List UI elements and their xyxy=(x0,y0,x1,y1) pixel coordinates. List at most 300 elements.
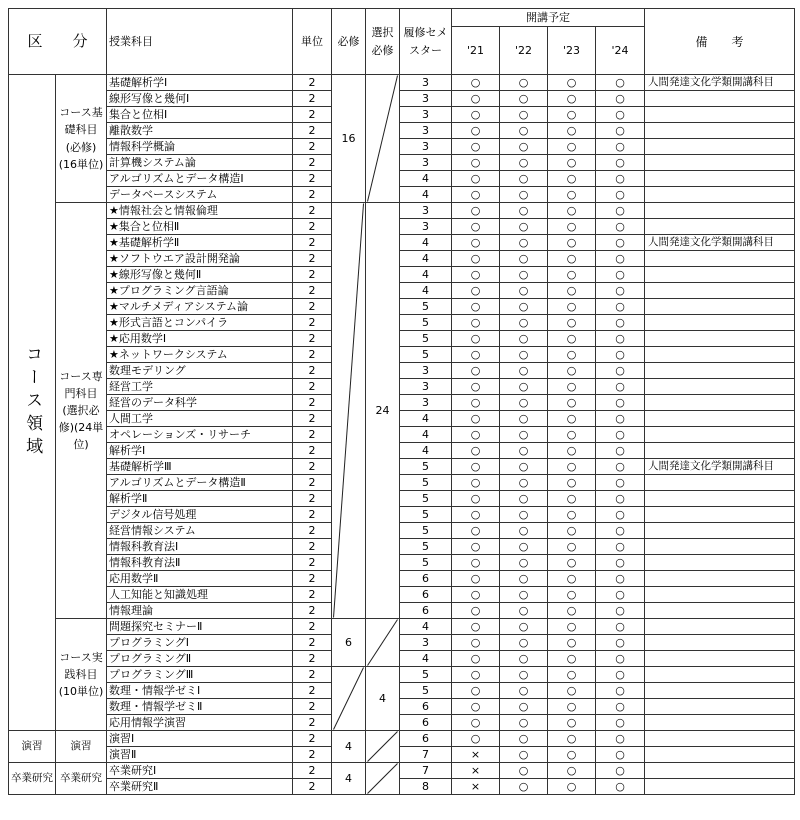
subject-name: 応用数学Ⅱ xyxy=(107,571,293,587)
note-text xyxy=(645,379,795,395)
schedule-mark-24: ○ xyxy=(596,523,645,539)
subject-name: 数理モデリング xyxy=(107,363,293,379)
schedule-mark-24: ○ xyxy=(596,123,645,139)
semester-value: 3 xyxy=(400,123,452,139)
schedule-mark-21: ○ xyxy=(452,331,500,347)
subject-name: 経営のデータ科学 xyxy=(107,395,293,411)
schedule-mark-24: ○ xyxy=(596,683,645,699)
unit-value: 2 xyxy=(293,683,332,699)
schedule-mark-22: ○ xyxy=(500,251,548,267)
unit-value: 2 xyxy=(293,603,332,619)
unit-value: 2 xyxy=(293,139,332,155)
schedule-mark-21: ○ xyxy=(452,475,500,491)
header-elective-required: 選択必修 xyxy=(366,9,400,75)
schedule-mark-21: × xyxy=(452,779,500,795)
schedule-mark-22: ○ xyxy=(500,475,548,491)
semester-value: 6 xyxy=(400,587,452,603)
schedule-mark-24: ○ xyxy=(596,635,645,651)
schedule-mark-23: ○ xyxy=(548,203,596,219)
subject-name: ★ネットワークシステム xyxy=(107,347,293,363)
note-text xyxy=(645,507,795,523)
schedule-mark-24: ○ xyxy=(596,155,645,171)
schedule-mark-23: ○ xyxy=(548,395,596,411)
table-row xyxy=(9,475,795,491)
schedule-mark-24: ○ xyxy=(596,299,645,315)
table-row xyxy=(9,139,795,155)
schedule-mark-24: ○ xyxy=(596,699,645,715)
note-text xyxy=(645,763,795,779)
schedule-mark-24: ○ xyxy=(596,235,645,251)
schedule-mark-22: ○ xyxy=(500,539,548,555)
schedule-mark-23: ○ xyxy=(548,187,596,203)
schedule-mark-23: ○ xyxy=(548,491,596,507)
table-row xyxy=(9,363,795,379)
unit-value: 2 xyxy=(293,107,332,123)
table-row xyxy=(9,523,795,539)
note-text xyxy=(645,219,795,235)
note-text xyxy=(645,667,795,683)
header-year-23: '23 xyxy=(548,27,596,75)
note-text xyxy=(645,603,795,619)
unit-value: 2 xyxy=(293,123,332,139)
schedule-mark-23: ○ xyxy=(548,219,596,235)
schedule-mark-21: ○ xyxy=(452,539,500,555)
schedule-mark-23: ○ xyxy=(548,379,596,395)
semester-value: 5 xyxy=(400,475,452,491)
table-row xyxy=(9,603,795,619)
subject-name: ★基礎解析学Ⅱ xyxy=(107,235,293,251)
note-text xyxy=(645,267,795,283)
schedule-mark-24: ○ xyxy=(596,427,645,443)
required-units: 4 xyxy=(332,763,366,795)
table-row xyxy=(9,491,795,507)
schedule-mark-23: ○ xyxy=(548,507,596,523)
note-text: 人間発達文化学類開講科目 xyxy=(645,75,795,91)
semester-value: 3 xyxy=(400,379,452,395)
semester-value: 4 xyxy=(400,267,452,283)
note-text xyxy=(645,539,795,555)
note-text xyxy=(645,91,795,107)
table-row xyxy=(9,555,795,571)
subject-name: 経営情報システム xyxy=(107,523,293,539)
subject-name: ★情報社会と情報倫理 xyxy=(107,203,293,219)
schedule-mark-21: ○ xyxy=(452,731,500,747)
table-row xyxy=(9,443,795,459)
schedule-mark-24: ○ xyxy=(596,347,645,363)
schedule-mark-24: ○ xyxy=(596,331,645,347)
unit-value: 2 xyxy=(293,555,332,571)
table-row xyxy=(9,699,795,715)
schedule-mark-24: ○ xyxy=(596,91,645,107)
subject-name: 経営工学 xyxy=(107,379,293,395)
schedule-mark-21: × xyxy=(452,763,500,779)
unit-value: 2 xyxy=(293,763,332,779)
semester-value: 4 xyxy=(400,619,452,635)
schedule-mark-24: ○ xyxy=(596,651,645,667)
table-row xyxy=(9,539,795,555)
unit-value: 2 xyxy=(293,219,332,235)
unit-value: 2 xyxy=(293,699,332,715)
schedule-mark-21: ○ xyxy=(452,491,500,507)
schedule-mark-22: ○ xyxy=(500,347,548,363)
subject-name: アルゴリズムとデータ構造Ⅱ xyxy=(107,475,293,491)
schedule-mark-23: ○ xyxy=(548,75,596,91)
schedule-mark-24: ○ xyxy=(596,267,645,283)
unit-value: 2 xyxy=(293,379,332,395)
schedule-mark-22: ○ xyxy=(500,107,548,123)
semester-value: 5 xyxy=(400,331,452,347)
note-text xyxy=(645,251,795,267)
schedule-mark-22: ○ xyxy=(500,699,548,715)
note-text xyxy=(645,299,795,315)
table-row xyxy=(9,715,795,731)
subject-name: ★線形写像と幾何Ⅱ xyxy=(107,267,293,283)
semester-value: 3 xyxy=(400,139,452,155)
note-text xyxy=(645,363,795,379)
semester-value: 3 xyxy=(400,75,452,91)
semester-value: 4 xyxy=(400,235,452,251)
note-text xyxy=(645,331,795,347)
unit-value: 2 xyxy=(293,571,332,587)
table-row xyxy=(9,619,795,635)
unit-value: 2 xyxy=(293,507,332,523)
semester-value: 6 xyxy=(400,715,452,731)
schedule-mark-23: ○ xyxy=(548,475,596,491)
schedule-mark-23: ○ xyxy=(548,363,596,379)
unit-value: 2 xyxy=(293,715,332,731)
schedule-mark-22: ○ xyxy=(500,747,548,763)
table-row xyxy=(9,427,795,443)
subject-name: 情報科学概論 xyxy=(107,139,293,155)
table-row xyxy=(9,91,795,107)
schedule-mark-22: ○ xyxy=(500,219,548,235)
schedule-mark-21: ○ xyxy=(452,235,500,251)
schedule-mark-24: ○ xyxy=(596,587,645,603)
area-label-exercise: 演習 xyxy=(9,731,56,763)
schedule-mark-22: ○ xyxy=(500,331,548,347)
unit-value: 2 xyxy=(293,363,332,379)
schedule-mark-22: ○ xyxy=(500,155,548,171)
schedule-mark-24: ○ xyxy=(596,507,645,523)
schedule-mark-24: ○ xyxy=(596,715,645,731)
schedule-mark-24: ○ xyxy=(596,603,645,619)
schedule-mark-23: ○ xyxy=(548,299,596,315)
note-text xyxy=(645,683,795,699)
semester-value: 3 xyxy=(400,155,452,171)
note-text xyxy=(645,427,795,443)
header-year-21: '21 xyxy=(452,27,500,75)
note-text xyxy=(645,619,795,635)
note-text xyxy=(645,395,795,411)
note-text xyxy=(645,139,795,155)
table-row xyxy=(9,779,795,795)
table-row xyxy=(9,331,795,347)
header-unit: 単位 xyxy=(293,9,332,75)
semester-value: 3 xyxy=(400,635,452,651)
note-text xyxy=(645,699,795,715)
header-year-22: '22 xyxy=(500,27,548,75)
table-row xyxy=(9,763,795,779)
schedule-mark-21: ○ xyxy=(452,411,500,427)
table-row xyxy=(9,587,795,603)
schedule-mark-23: ○ xyxy=(548,235,596,251)
unit-value: 2 xyxy=(293,331,332,347)
subject-name: ★プログラミング言語論 xyxy=(107,283,293,299)
schedule-mark-23: ○ xyxy=(548,779,596,795)
semester-value: 4 xyxy=(400,251,452,267)
schedule-mark-21: ○ xyxy=(452,283,500,299)
table-row xyxy=(9,411,795,427)
schedule-mark-21: ○ xyxy=(452,91,500,107)
schedule-mark-23: ○ xyxy=(548,747,596,763)
schedule-mark-23: ○ xyxy=(548,331,596,347)
schedule-mark-22: ○ xyxy=(500,123,548,139)
group-label: 演習 xyxy=(56,731,107,763)
schedule-mark-21: ○ xyxy=(452,139,500,155)
semester-value: 3 xyxy=(400,107,452,123)
schedule-mark-22: ○ xyxy=(500,491,548,507)
note-text xyxy=(645,411,795,427)
schedule-mark-21: ○ xyxy=(452,507,500,523)
subject-name: データベースシステム xyxy=(107,187,293,203)
table-row xyxy=(9,235,795,251)
schedule-mark-21: ○ xyxy=(452,379,500,395)
table-row xyxy=(9,459,795,475)
semester-value: 5 xyxy=(400,539,452,555)
curriculum-table xyxy=(8,8,795,795)
table-row xyxy=(9,731,795,747)
unit-value: 2 xyxy=(293,475,332,491)
unit-value: 2 xyxy=(293,491,332,507)
semester-value: 4 xyxy=(400,443,452,459)
schedule-mark-21: ○ xyxy=(452,123,500,139)
schedule-mark-23: ○ xyxy=(548,651,596,667)
subject-name: 演習Ⅰ xyxy=(107,731,293,747)
table-row xyxy=(9,635,795,651)
schedule-mark-24: ○ xyxy=(596,171,645,187)
schedule-mark-22: ○ xyxy=(500,731,548,747)
semester-value: 3 xyxy=(400,203,452,219)
unit-value: 2 xyxy=(293,187,332,203)
schedule-mark-22: ○ xyxy=(500,587,548,603)
schedule-mark-24: ○ xyxy=(596,107,645,123)
schedule-mark-24: ○ xyxy=(596,747,645,763)
subject-name: 人間工学 xyxy=(107,411,293,427)
subject-name: ★マルチメディアシステム論 xyxy=(107,299,293,315)
table-row xyxy=(9,75,795,91)
header-category: 区 分 xyxy=(9,9,107,75)
header-semester: 履修セメスター xyxy=(400,9,452,75)
note-text xyxy=(645,187,795,203)
table-row xyxy=(9,107,795,123)
header-schedule: 開講予定 xyxy=(452,9,645,27)
semester-value: 5 xyxy=(400,555,452,571)
schedule-mark-21: ○ xyxy=(452,171,500,187)
unit-value: 2 xyxy=(293,75,332,91)
subject-name: 演習Ⅱ xyxy=(107,747,293,763)
unit-value: 2 xyxy=(293,315,332,331)
subject-name: 線形写像と幾何Ⅰ xyxy=(107,91,293,107)
table-row xyxy=(9,283,795,299)
schedule-mark-24: ○ xyxy=(596,667,645,683)
unit-value: 2 xyxy=(293,667,332,683)
schedule-mark-23: ○ xyxy=(548,443,596,459)
schedule-mark-21: ○ xyxy=(452,587,500,603)
schedule-mark-22: ○ xyxy=(500,683,548,699)
subject-name: 数理・情報学ゼミⅡ xyxy=(107,699,293,715)
schedule-mark-23: ○ xyxy=(548,427,596,443)
schedule-mark-23: ○ xyxy=(548,523,596,539)
schedule-mark-23: ○ xyxy=(548,571,596,587)
elective-units xyxy=(366,75,400,203)
subject-name: ★形式言語とコンパイラ xyxy=(107,315,293,331)
schedule-mark-22: ○ xyxy=(500,715,548,731)
schedule-mark-22: ○ xyxy=(500,411,548,427)
table-row xyxy=(9,667,795,683)
note-text xyxy=(645,523,795,539)
schedule-mark-23: ○ xyxy=(548,171,596,187)
schedule-mark-24: ○ xyxy=(596,187,645,203)
semester-value: 4 xyxy=(400,651,452,667)
required-units: 6 xyxy=(332,619,366,667)
unit-value: 2 xyxy=(293,267,332,283)
schedule-mark-23: ○ xyxy=(548,139,596,155)
subject-name: プログラミングⅢ xyxy=(107,667,293,683)
unit-value: 2 xyxy=(293,427,332,443)
table-row xyxy=(9,203,795,219)
elective-units: 4 xyxy=(366,667,400,731)
subject-name: 問題探究セミナーⅡ xyxy=(107,619,293,635)
unit-value: 2 xyxy=(293,651,332,667)
table-row xyxy=(9,683,795,699)
schedule-mark-21: ○ xyxy=(452,651,500,667)
note-text xyxy=(645,155,795,171)
note-text xyxy=(645,571,795,587)
schedule-mark-21: ○ xyxy=(452,427,500,443)
table-row xyxy=(9,219,795,235)
subject-name: デジタル信号処理 xyxy=(107,507,293,523)
schedule-mark-23: ○ xyxy=(548,715,596,731)
schedule-mark-24: ○ xyxy=(596,395,645,411)
semester-value: 5 xyxy=(400,459,452,475)
schedule-mark-21: ○ xyxy=(452,251,500,267)
schedule-mark-22: ○ xyxy=(500,91,548,107)
note-text xyxy=(645,715,795,731)
subject-name: 集合と位相Ⅰ xyxy=(107,107,293,123)
subject-name: 人工知能と知識処理 xyxy=(107,587,293,603)
table-row xyxy=(9,571,795,587)
subject-name: 数理・情報学ゼミⅠ xyxy=(107,683,293,699)
schedule-mark-21: × xyxy=(452,747,500,763)
subject-name: オペレーションズ・リサーチ xyxy=(107,427,293,443)
schedule-mark-24: ○ xyxy=(596,491,645,507)
area-label-graduation: 卒業研究 xyxy=(9,763,56,795)
subject-name: 解析学Ⅱ xyxy=(107,491,293,507)
schedule-mark-24: ○ xyxy=(596,731,645,747)
schedule-mark-22: ○ xyxy=(500,427,548,443)
table-row xyxy=(9,747,795,763)
schedule-mark-24: ○ xyxy=(596,363,645,379)
elective-units xyxy=(366,619,400,667)
schedule-mark-23: ○ xyxy=(548,315,596,331)
subject-name: 応用情報学演習 xyxy=(107,715,293,731)
schedule-mark-22: ○ xyxy=(500,459,548,475)
schedule-mark-23: ○ xyxy=(548,107,596,123)
schedule-mark-21: ○ xyxy=(452,155,500,171)
elective-units xyxy=(366,731,400,763)
schedule-mark-22: ○ xyxy=(500,363,548,379)
note-text xyxy=(645,203,795,219)
unit-value: 2 xyxy=(293,443,332,459)
schedule-mark-21: ○ xyxy=(452,667,500,683)
semester-value: 4 xyxy=(400,171,452,187)
note-text xyxy=(645,171,795,187)
schedule-mark-22: ○ xyxy=(500,667,548,683)
subject-name: 基礎解析学Ⅲ xyxy=(107,459,293,475)
subject-name: 情報理論 xyxy=(107,603,293,619)
table-row xyxy=(9,651,795,667)
schedule-mark-24: ○ xyxy=(596,203,645,219)
schedule-mark-24: ○ xyxy=(596,379,645,395)
schedule-mark-22: ○ xyxy=(500,187,548,203)
required-units xyxy=(332,667,366,731)
schedule-mark-24: ○ xyxy=(596,443,645,459)
schedule-mark-21: ○ xyxy=(452,347,500,363)
schedule-mark-22: ○ xyxy=(500,283,548,299)
semester-value: 5 xyxy=(400,507,452,523)
schedule-mark-22: ○ xyxy=(500,571,548,587)
schedule-mark-22: ○ xyxy=(500,139,548,155)
schedule-mark-21: ○ xyxy=(452,75,500,91)
note-text xyxy=(645,635,795,651)
schedule-mark-22: ○ xyxy=(500,555,548,571)
schedule-mark-24: ○ xyxy=(596,219,645,235)
note-text xyxy=(645,123,795,139)
table-row xyxy=(9,155,795,171)
schedule-mark-22: ○ xyxy=(500,203,548,219)
schedule-mark-22: ○ xyxy=(500,763,548,779)
schedule-mark-22: ○ xyxy=(500,635,548,651)
schedule-mark-21: ○ xyxy=(452,603,500,619)
schedule-mark-23: ○ xyxy=(548,459,596,475)
unit-value: 2 xyxy=(293,91,332,107)
schedule-mark-23: ○ xyxy=(548,699,596,715)
schedule-mark-21: ○ xyxy=(452,363,500,379)
unit-value: 2 xyxy=(293,347,332,363)
table-row xyxy=(9,251,795,267)
note-text xyxy=(645,587,795,603)
schedule-mark-24: ○ xyxy=(596,139,645,155)
note-text xyxy=(645,315,795,331)
semester-value: 4 xyxy=(400,411,452,427)
unit-value: 2 xyxy=(293,587,332,603)
unit-value: 2 xyxy=(293,235,332,251)
unit-value: 2 xyxy=(293,779,332,795)
schedule-mark-21: ○ xyxy=(452,187,500,203)
required-units: 16 xyxy=(332,75,366,203)
schedule-mark-22: ○ xyxy=(500,171,548,187)
schedule-mark-21: ○ xyxy=(452,299,500,315)
schedule-mark-21: ○ xyxy=(452,635,500,651)
note-text xyxy=(645,731,795,747)
subject-name: ★ソフトウエア設計開発論 xyxy=(107,251,293,267)
semester-value: 3 xyxy=(400,395,452,411)
subject-name: ★応用数学Ⅰ xyxy=(107,331,293,347)
schedule-mark-22: ○ xyxy=(500,603,548,619)
required-units xyxy=(332,203,366,619)
schedule-mark-22: ○ xyxy=(500,507,548,523)
group-label: コース実践科目(10単位) xyxy=(56,619,107,731)
